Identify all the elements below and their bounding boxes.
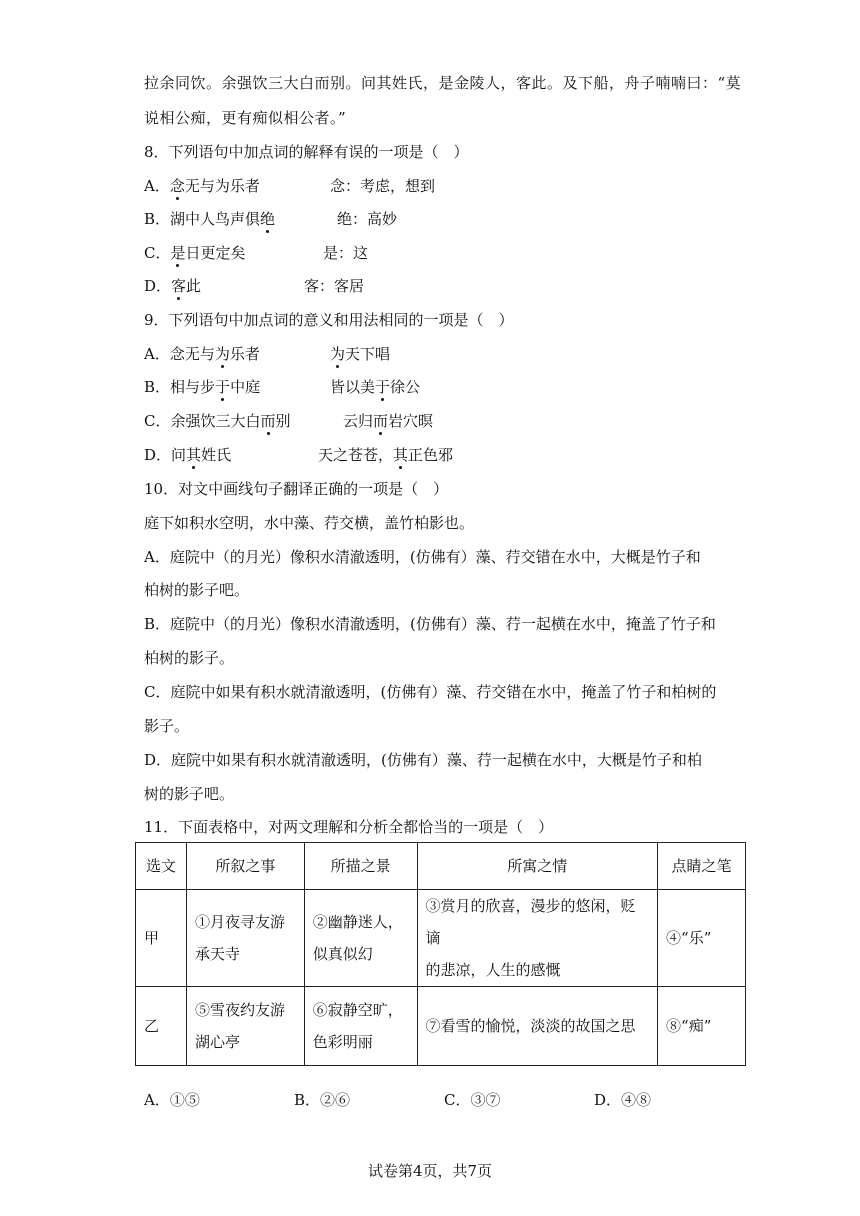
row-label: 乙	[136, 987, 187, 1066]
passage-line: 拉余同饮。余强饮三大白而别。问其姓氏，是金陵人，客此。及下船，舟子喃喃曰：“莫	[144, 74, 742, 92]
table-header-row	[136, 843, 746, 890]
dotted-word: 其	[186, 446, 202, 464]
scene-cell: ⑥寂静空旷， 色彩明丽	[304, 987, 417, 1066]
key-word-cell: ⑧“痴”	[658, 987, 746, 1066]
analysis-table	[135, 842, 746, 1066]
event-cell: ①月夜寻友游 承天寺	[186, 890, 304, 987]
q9-compare-a: 为天下唱	[330, 345, 391, 363]
q10-option-line: 柏树的影子。	[144, 649, 235, 667]
dotted-word: 是	[170, 244, 186, 262]
q8-option-a: A．念无与为乐者	[144, 177, 260, 195]
dotted-word: 其	[393, 446, 409, 464]
dotted-word: 于	[375, 378, 391, 396]
event-cell: ⑤雪夜约友游 湖心亭	[186, 987, 304, 1066]
key-word-cell: ④“乐”	[658, 890, 746, 987]
q9-option-b: B．相与步于中庭	[144, 378, 261, 396]
q10-option-line: D．庭院中如果有积水就清澈透明，(仿佛有）藻、荇一起横在水中，大概是竹子和柏	[144, 751, 702, 769]
question-11-stem: 11．下面表格中，对两文理解和分析全都恰当的一项是（ ）	[144, 818, 554, 836]
q8-explanation-a: 念：考虑，想到	[330, 177, 436, 195]
dotted-word: 于	[215, 378, 231, 396]
q9-option-a: A．念无与为乐者	[144, 345, 260, 363]
passage-line: 说相公痴，更有痴似相公者。”	[144, 109, 347, 127]
page-footer: 试卷第4页，共7页	[367, 1162, 493, 1180]
dotted-word: 绝	[260, 210, 276, 228]
dotted-word: 念	[169, 177, 185, 195]
q8-explanation-b: 绝：高妙	[337, 210, 398, 228]
q8-option-d: D．客此	[144, 277, 202, 295]
header-cell: 所叙之事	[186, 843, 304, 890]
table-row	[136, 987, 746, 1066]
q8-option-b: B．湖中人鸟声俱绝	[144, 210, 276, 228]
q11-option-c: C．③⑦	[444, 1091, 501, 1109]
emotion-cell: ⑦看雪的愉悦，淡淡的故国之思	[417, 987, 658, 1066]
q10-option-line: 影子。	[144, 717, 190, 735]
q11-option-b: B．②⑥	[294, 1091, 351, 1109]
q9-compare-b: 皆以美于徐公	[330, 378, 421, 396]
header-cell: 所寓之情	[417, 843, 658, 890]
q9-compare-d: 天之苍苍，其正色邪	[318, 446, 454, 464]
q9-compare-c: 云归而岩穴暝	[343, 412, 434, 430]
q10-option-line: A．庭院中（的月光）像积水清澈透明，(仿佛有）藻、荇交错在水中，大概是竹子和	[144, 548, 701, 566]
table-row	[136, 890, 746, 987]
q10-option-line: 柏树的影子吧。	[144, 581, 250, 599]
q11-option-a: A．①⑤	[144, 1091, 200, 1109]
header-cell: 点睛之笔	[658, 843, 746, 890]
dotted-word: 客	[171, 277, 187, 295]
dotted-word: 为	[214, 345, 230, 363]
q9-option-d: D．问其姓氏	[144, 446, 232, 464]
dotted-word: 为	[330, 345, 346, 363]
q8-explanation-d: 客：客居	[304, 277, 365, 295]
scene-cell: ②幽静迷人， 似真似幻	[304, 890, 417, 987]
question-9-stem: 9．下列语句中加点词的意义和用法相同的一项是（ ）	[144, 311, 514, 329]
q10-option-line: C．庭院中如果有积水就清澈透明，(仿佛有）藻、荇交错在水中，掩盖了竹子和柏树的	[144, 683, 717, 701]
dotted-word: 而	[260, 412, 276, 430]
emotion-cell: ③赏月的欣喜，漫步的悠闲，贬谪 的悲凉，人生的感慨	[417, 890, 658, 987]
q8-option-c: C．是日更定矣	[144, 244, 246, 262]
q11-option-d: D．④⑧	[594, 1091, 652, 1109]
dotted-word: 而	[373, 412, 389, 430]
question-10-stem: 10．对文中画线句子翻译正确的一项是（ ）	[144, 480, 449, 498]
row-label: 甲	[136, 890, 187, 987]
q9-option-c: C．余强饮三大白而别	[144, 412, 291, 430]
header-cell: 选文	[136, 843, 187, 890]
header-cell: 所描之景	[304, 843, 417, 890]
q10-sentence: 庭下如积水空明，水中藻、荇交横，盖竹柏影也。	[144, 514, 475, 532]
q10-option-line: 树的影子吧。	[144, 785, 235, 803]
question-8-stem: 8．下列语句中加点词的解释有误的一项是（ ）	[144, 143, 469, 161]
q10-option-line: B．庭院中（的月光）像积水清澈透明，(仿佛有）藻、荇一起横在水中，掩盖了竹子和	[144, 615, 716, 633]
q8-explanation-c: 是：这	[323, 244, 369, 262]
